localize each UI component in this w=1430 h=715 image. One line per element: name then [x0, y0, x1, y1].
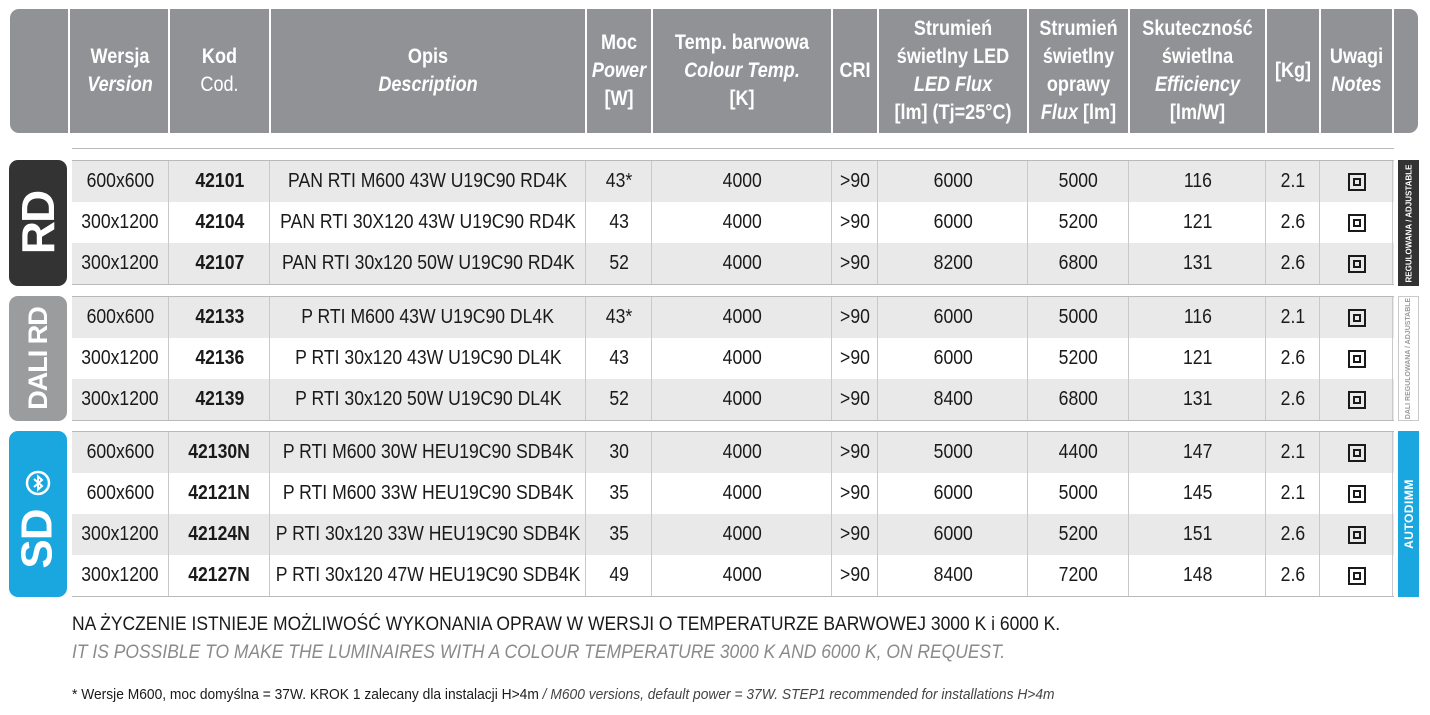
column-separator: [831, 161, 832, 284]
cell-version: 600x600: [86, 170, 154, 192]
cell-temp: 4000: [722, 170, 762, 192]
table-row: [72, 432, 1394, 473]
column-separator: [877, 432, 878, 596]
cell-efficiency: 131: [1182, 388, 1213, 410]
cell-temp: 4000: [722, 388, 762, 410]
header-separator: [269, 9, 271, 133]
group-border: [72, 160, 1394, 161]
cell-flux: 5200: [1058, 523, 1099, 545]
column-separator: [1392, 432, 1393, 596]
cell-cri: >90: [840, 211, 870, 233]
header-description: Opis Description: [378, 45, 478, 96]
cell-code: 42121N: [188, 482, 251, 504]
cell-led-flux: 6000: [933, 211, 973, 233]
cell-power: 43*: [605, 306, 633, 328]
column-separator: [651, 432, 652, 596]
header-separator: [1392, 9, 1394, 133]
group-tab-sd: [9, 431, 67, 597]
column-separator: [877, 297, 878, 420]
cell-version: 300x1200: [81, 347, 159, 369]
cell-version: 300x1200: [81, 211, 159, 233]
header-fixture-flux: Strumień świetlny oprawy Flux [lm]: [1039, 17, 1118, 124]
cell-version: 300x1200: [81, 388, 159, 410]
header-led-flux: Strumień świetlny LED LED Flux [lm] (Tj=25°C): [894, 17, 1012, 124]
square-in-square-icon: [1348, 444, 1366, 462]
square-in-square-icon: [1348, 173, 1366, 191]
cell-led-flux: 5000: [933, 441, 973, 463]
footer-footnote: * Wersje M600, moc domyślna = 37W. KROK 1 zalecany dla instalacji H>4m / M600 versions, default power = 37W. STEP1 recommended for installations H>4m: [72, 686, 1055, 703]
cell-led-flux: 6000: [933, 306, 973, 328]
cell-flux: 6800: [1058, 252, 1099, 274]
group-tab-rd: [9, 160, 67, 286]
row-group: [72, 297, 1394, 420]
column-separator: [1319, 432, 1320, 596]
cell-weight: 2.6: [1280, 564, 1306, 586]
cell-weight: 2.6: [1280, 252, 1306, 274]
cell-weight: 2.6: [1280, 388, 1306, 410]
header-separator: [1128, 9, 1130, 133]
cell-temp: 4000: [722, 306, 762, 328]
cell-flux: 5200: [1058, 211, 1099, 233]
header-separator: [1027, 9, 1029, 133]
group-tab-label: SD: [13, 509, 62, 569]
footer-note-en: IT IS POSSIBLE TO MAKE THE LUMINAIRES WITH A COLOUR TEMPERATURE 3000 K AND 6000 K, ON REQUEST.: [72, 642, 1006, 663]
cell-weight: 2.1: [1280, 306, 1306, 328]
header-separator: [1265, 9, 1267, 133]
cell-flux: 5000: [1058, 306, 1099, 328]
cell-cri: >90: [840, 252, 870, 274]
cell-temp: 4000: [722, 564, 762, 586]
cell-efficiency: 148: [1182, 564, 1213, 586]
column-separator: [585, 432, 586, 596]
notes-cell: [1321, 473, 1392, 514]
header-separator: [168, 9, 170, 133]
cell-cri: >90: [840, 388, 870, 410]
cell-description: PAN RTI 30x120 50W U19C90 RD4K: [281, 252, 575, 274]
group-tab-label: RD: [12, 191, 65, 255]
group-tab-dali-rd: [9, 296, 67, 421]
notes-cell: [1321, 202, 1392, 243]
row-group: [72, 161, 1394, 284]
cell-code: 42104: [195, 211, 244, 233]
table-row: [72, 379, 1394, 420]
cell-description: P RTI M600 30W HEU19C90 SDB4K: [282, 441, 574, 463]
cell-flux: 4400: [1058, 441, 1099, 463]
cell-flux: 5000: [1058, 170, 1099, 192]
column-separator: [1128, 432, 1129, 596]
table-row: [72, 243, 1394, 284]
header-code: Kod Cod.: [200, 45, 239, 96]
cell-weight: 2.6: [1280, 347, 1306, 369]
notes-cell: [1321, 338, 1392, 379]
side-label-dali-rd: DALI REGULOWANA / ADJUSTABLE: [1398, 296, 1419, 421]
column-separator: [877, 161, 878, 284]
cell-cri: >90: [840, 523, 870, 545]
cell-version: 300x1200: [81, 523, 159, 545]
cell-description: PAN RTI 30X120 43W U19C90 RD4K: [280, 211, 576, 233]
column-separator: [269, 297, 270, 420]
header-gap-line: [72, 148, 1394, 149]
header-notes: Uwagi Notes: [1329, 45, 1384, 96]
cell-led-flux: 8400: [933, 388, 973, 410]
header-weight: [Kg]: [1274, 59, 1312, 82]
cell-description: P RTI 30x120 43W U19C90 DL4K: [294, 347, 562, 369]
cell-description: P RTI M600 43W U19C90 DL4K: [301, 306, 555, 328]
header-separator: [831, 9, 833, 133]
cell-efficiency: 145: [1182, 482, 1213, 504]
cell-led-flux: 6000: [933, 523, 973, 545]
column-separator: [585, 161, 586, 284]
square-in-square-icon: [1348, 391, 1366, 409]
group-tab-label: DALI RD: [22, 307, 53, 410]
table-row: [72, 161, 1394, 202]
notes-cell: [1321, 297, 1392, 338]
cell-power: 52: [609, 252, 629, 274]
cell-code: 42127N: [188, 564, 251, 586]
side-label-sd: AUTODIMM: [1398, 431, 1419, 597]
cell-temp: 4000: [722, 482, 762, 504]
cell-flux: 7200: [1058, 564, 1099, 586]
column-separator: [269, 432, 270, 596]
column-separator: [831, 432, 832, 596]
cell-description: P RTI 30x120 47W HEU19C90 SDB4K: [275, 564, 581, 586]
cell-temp: 4000: [722, 347, 762, 369]
table-row: [72, 473, 1394, 514]
header-power: Moc Power [W]: [591, 31, 647, 110]
cell-efficiency: 116: [1183, 306, 1212, 328]
cell-temp: 4000: [722, 523, 762, 545]
column-separator: [1027, 432, 1028, 596]
column-separator: [168, 161, 169, 284]
cell-led-flux: 8400: [933, 564, 973, 586]
square-in-square-icon: [1348, 485, 1366, 503]
cell-flux: 6800: [1058, 388, 1099, 410]
cell-temp: 4000: [722, 441, 762, 463]
cell-code: 42136: [195, 347, 244, 369]
table-row: [72, 338, 1394, 379]
cell-power: 49: [609, 564, 629, 586]
cell-weight: 2.6: [1280, 211, 1306, 233]
cell-temp: 4000: [722, 211, 762, 233]
column-separator: [651, 161, 652, 284]
cell-weight: 2.1: [1280, 441, 1306, 463]
cell-efficiency: 116: [1183, 170, 1212, 192]
cell-description: P RTI 30x120 50W U19C90 DL4K: [294, 388, 562, 410]
header-separator: [585, 9, 587, 133]
column-separator: [168, 432, 169, 596]
column-separator: [269, 161, 270, 284]
column-separator: [1128, 161, 1129, 284]
header-separator: [651, 9, 653, 133]
cell-cri: >90: [840, 482, 870, 504]
cell-code: 42130N: [188, 441, 251, 463]
square-in-square-icon: [1348, 350, 1366, 368]
column-separator: [1027, 161, 1028, 284]
column-separator: [1265, 161, 1266, 284]
row-group: [72, 432, 1394, 596]
column-separator: [1265, 432, 1266, 596]
column-separator: [1392, 297, 1393, 420]
cell-power: 52: [609, 388, 629, 410]
header-colour-temp: Temp. barwowa Colour Temp. [K]: [674, 31, 810, 110]
cell-efficiency: 121: [1182, 211, 1213, 233]
square-in-square-icon: [1348, 309, 1366, 327]
group-border: [72, 284, 1394, 285]
column-separator: [1265, 297, 1266, 420]
square-in-square-icon: [1348, 214, 1366, 232]
column-separator: [1319, 297, 1320, 420]
column-separator: [651, 297, 652, 420]
cell-flux: 5200: [1058, 347, 1099, 369]
cell-power: 43: [609, 347, 629, 369]
column-separator: [1392, 161, 1393, 284]
notes-cell: [1321, 161, 1392, 202]
column-separator: [1027, 297, 1028, 420]
square-in-square-icon: [1348, 255, 1366, 273]
table-row: [72, 202, 1394, 243]
header-efficiency: Skuteczność świetlna Efficiency [lm/W]: [1142, 17, 1253, 124]
notes-cell: [1321, 555, 1392, 596]
notes-cell: [1321, 379, 1392, 420]
cell-code: 42133: [195, 306, 244, 328]
cell-cri: >90: [840, 347, 870, 369]
column-separator: [1319, 161, 1320, 284]
header-separator: [877, 9, 879, 133]
cell-efficiency: 121: [1182, 347, 1213, 369]
cell-cri: >90: [840, 441, 870, 463]
cell-power: 43*: [605, 170, 633, 192]
cell-led-flux: 6000: [933, 170, 973, 192]
cell-version: 600x600: [86, 482, 154, 504]
cell-cri: >90: [840, 170, 870, 192]
cell-efficiency: 151: [1182, 523, 1213, 545]
notes-cell: [1321, 243, 1392, 284]
cell-code: 42107: [195, 252, 244, 274]
column-separator: [831, 297, 832, 420]
header-separator: [1319, 9, 1321, 133]
cell-code: 42124N: [188, 523, 251, 545]
cell-description: P RTI 30x120 33W HEU19C90 SDB4K: [275, 523, 581, 545]
cell-cri: >90: [840, 564, 870, 586]
cell-version: 600x600: [86, 306, 154, 328]
cell-efficiency: 131: [1182, 252, 1213, 274]
cell-temp: 4000: [722, 252, 762, 274]
cell-led-flux: 6000: [933, 347, 973, 369]
cell-led-flux: 6000: [933, 482, 973, 504]
column-separator: [168, 297, 169, 420]
table-row: [72, 297, 1394, 338]
cell-version: 300x1200: [81, 252, 159, 274]
square-in-square-icon: [1348, 526, 1366, 544]
cell-weight: 2.1: [1280, 482, 1306, 504]
group-border: [72, 431, 1394, 432]
notes-cell: [1321, 514, 1392, 555]
cell-weight: 2.1: [1280, 170, 1306, 192]
header-version: Wersja Version: [87, 45, 153, 96]
cell-cri: >90: [840, 306, 870, 328]
group-border: [72, 596, 1394, 597]
header-separator: [68, 9, 70, 133]
cell-power: 43: [609, 211, 629, 233]
table-row: [72, 514, 1394, 555]
notes-cell: [1321, 432, 1392, 473]
cell-code: 42101: [195, 170, 244, 192]
cell-efficiency: 147: [1182, 441, 1213, 463]
side-label-rd: REGULOWANA / ADJUSTABLE: [1398, 160, 1419, 286]
group-border: [72, 420, 1394, 421]
footer-note-pl: NA ŻYCZENIE ISTNIEJE MOŻLIWOŚĆ WYKONANIA OPRAW W WERSJI O TEMPERATURZE BARWOWEJ 3000 K i 6000 K.: [72, 614, 1061, 635]
bluetooth-icon: [25, 470, 51, 496]
cell-power: 30: [609, 441, 629, 463]
group-border: [72, 296, 1394, 297]
header-cri: CRI: [839, 59, 871, 82]
cell-power: 35: [609, 482, 629, 504]
cell-flux: 5000: [1058, 482, 1099, 504]
cell-code: 42139: [195, 388, 244, 410]
cell-version: 300x1200: [81, 564, 159, 586]
cell-power: 35: [609, 523, 629, 545]
cell-weight: 2.6: [1280, 523, 1306, 545]
square-in-square-icon: [1348, 567, 1366, 585]
cell-description: PAN RTI M600 43W U19C90 RD4K: [288, 170, 568, 192]
cell-description: P RTI M600 33W HEU19C90 SDB4K: [282, 482, 574, 504]
cell-version: 600x600: [86, 441, 154, 463]
column-separator: [1128, 297, 1129, 420]
column-separator: [585, 297, 586, 420]
cell-led-flux: 8200: [933, 252, 973, 274]
table-row: [72, 555, 1394, 596]
